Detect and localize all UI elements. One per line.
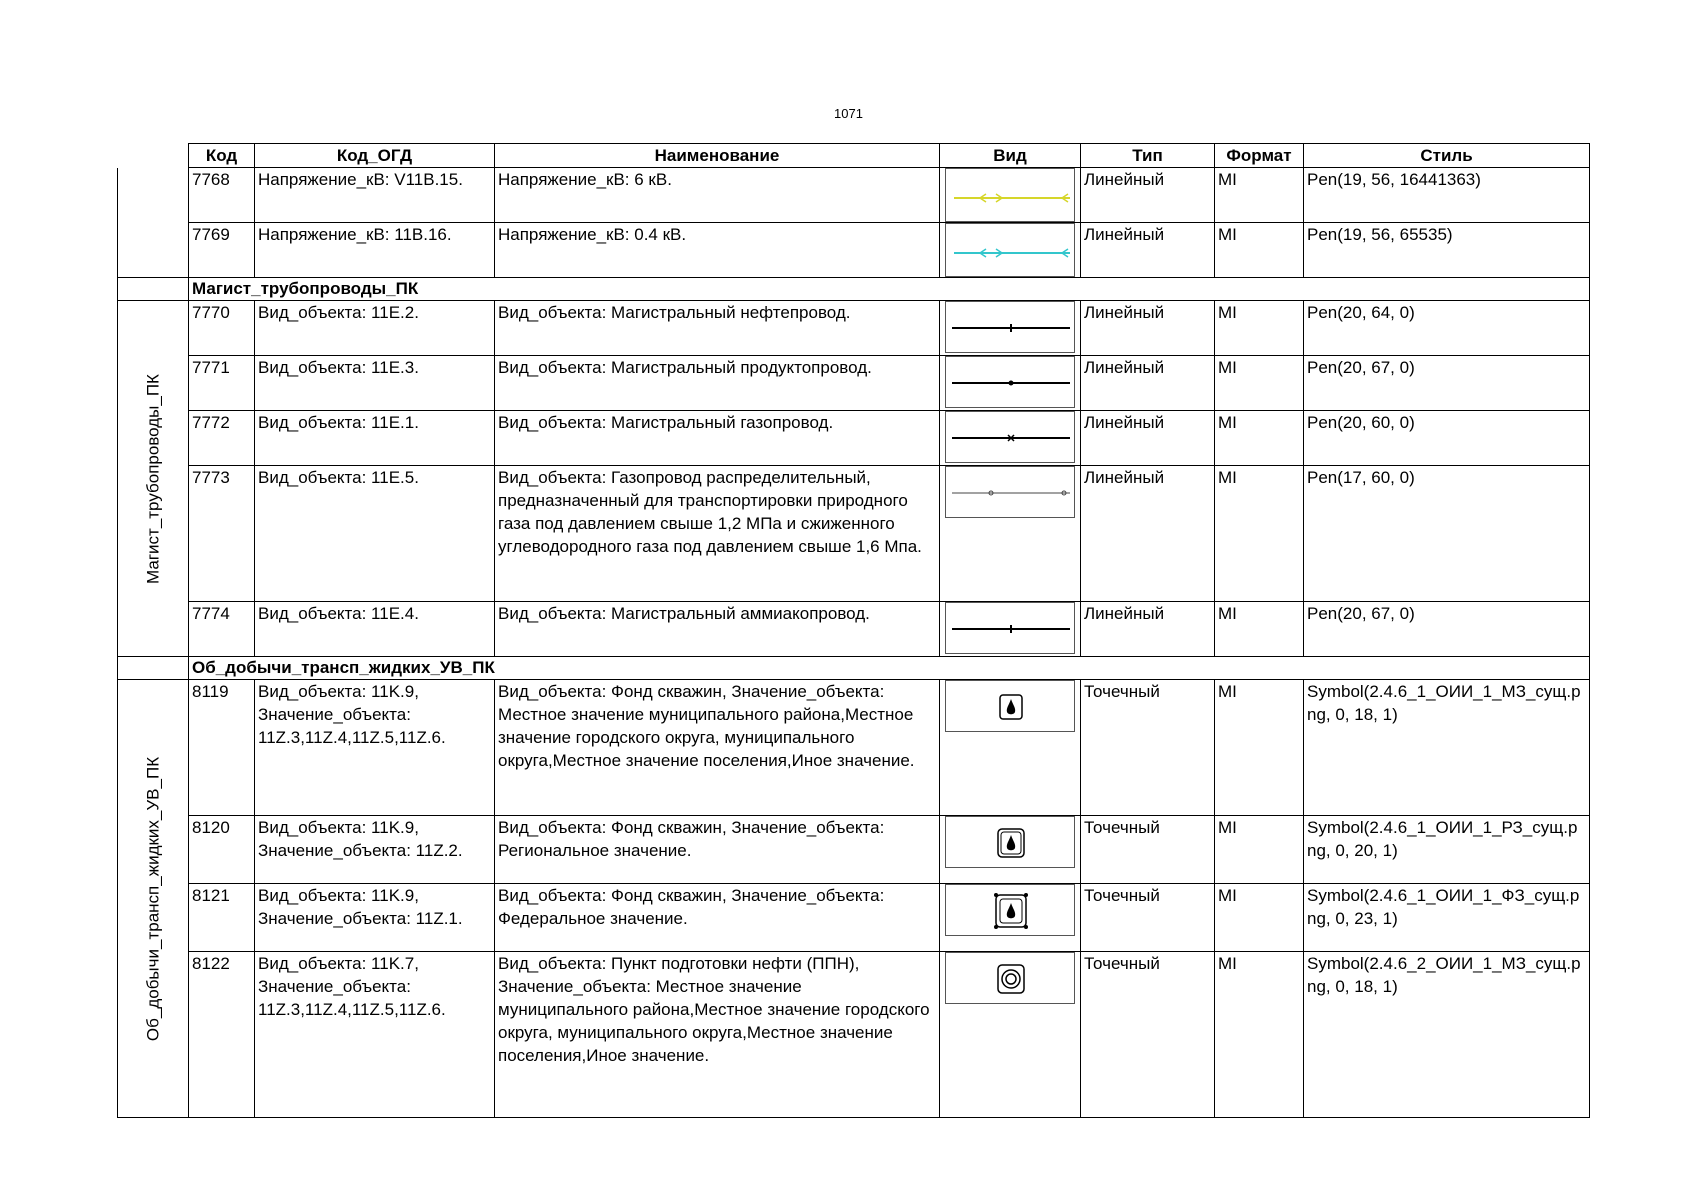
cell-format: MI <box>1215 301 1304 356</box>
thin-distribution-line-icon <box>945 466 1075 518</box>
cell-ogd: Вид_объекта: 11E.2. <box>255 301 495 356</box>
pipeline-cross-line-icon <box>945 411 1075 463</box>
cell-type: Линейный <box>1081 301 1215 356</box>
section-spacer <box>118 657 189 680</box>
legend-table-sheet <box>117 143 1589 1118</box>
cell-code: 7774 <box>189 602 255 657</box>
cell-style: Pen(20, 64, 0) <box>1304 301 1590 356</box>
section-title: Об_добычи_трансп_жидких_УВ_ПК <box>189 657 1590 680</box>
cell-format: MI <box>1215 680 1304 816</box>
header-spacer <box>118 144 189 168</box>
cell-name: Вид_объекта: Пункт подготовки нефти (ППН), Значение_объекта: Местное значение муниципального района,Местное значение городского округа, муниципального округа,Местное значение поселения,Иное значение. <box>495 952 940 1118</box>
cell-format: MI <box>1215 223 1304 278</box>
header-format: Формат <box>1215 144 1304 168</box>
header-code: Код <box>189 144 255 168</box>
section-spacer <box>118 278 189 301</box>
cell-name: Вид_объекта: Фонд скважин, Значение_объекта: Местное значение муниципального района,Местное значение городского округа, муниципального округа,Местное значение поселения,Иное значение. <box>495 680 940 816</box>
pipeline-tick-line-icon <box>945 602 1075 654</box>
section-title: Магист_трубопроводы_ПК <box>189 278 1590 301</box>
table-row <box>118 602 1590 657</box>
cell-code: 8120 <box>189 816 255 884</box>
cell-type: Точечный <box>1081 816 1215 884</box>
header-type: Тип <box>1081 144 1215 168</box>
table-row <box>118 816 1590 884</box>
cell-style: Pen(19, 56, 65535) <box>1304 223 1590 278</box>
cell-style: Pen(20, 67, 0) <box>1304 602 1590 657</box>
group-side-label: Магист_трубопроводы_ПК <box>143 373 163 584</box>
cell-name: Вид_объекта: Газопровод распределительный, предназначенный для транспортировки природного газа под давлением свыше 1,2 МПа и сжиженного углеводородного газа под давлением свыше 1,6 Мпа. <box>495 466 940 602</box>
cell-code: 7768 <box>189 168 255 223</box>
cell-format: MI <box>1215 168 1304 223</box>
page-number: 1071 <box>834 106 863 121</box>
table-row <box>118 301 1590 356</box>
oil-treatment-point-icon <box>945 952 1075 1004</box>
cell-type: Линейный <box>1081 411 1215 466</box>
header-row <box>118 144 1590 168</box>
cell-vid <box>940 356 1081 411</box>
cell-name: Напряжение_кВ: 0.4 кВ. <box>495 223 940 278</box>
cell-format: MI <box>1215 952 1304 1118</box>
cell-vid <box>940 411 1081 466</box>
header-name: Наименование <box>495 144 940 168</box>
cell-name: Вид_объекта: Магистральный продуктопровод. <box>495 356 940 411</box>
cell-ogd: Вид_объекта: 11E.3. <box>255 356 495 411</box>
cell-name: Напряжение_кВ: 6 кВ. <box>495 168 940 223</box>
table-row <box>118 223 1590 278</box>
cell-style: Symbol(2.4.6_1_ОИИ_1_ФЗ_сущ.png, 0, 23, 1) <box>1304 884 1590 952</box>
cell-vid <box>940 602 1081 657</box>
cell-ogd: Напряжение_кВ: 11B.16. <box>255 223 495 278</box>
cell-name: Вид_объекта: Магистральный аммиакопровод. <box>495 602 940 657</box>
cell-format: MI <box>1215 411 1304 466</box>
legend-table <box>117 143 1590 1118</box>
header-style: Стиль <box>1304 144 1590 168</box>
table-row <box>118 356 1590 411</box>
table-row <box>118 680 1590 816</box>
cell-type: Линейный <box>1081 356 1215 411</box>
cell-vid <box>940 168 1081 223</box>
cell-code: 8121 <box>189 884 255 952</box>
group-side-cell <box>118 680 189 1118</box>
cell-ogd: Вид_объекта: 11E.1. <box>255 411 495 466</box>
group-side-cell <box>118 168 189 278</box>
cell-name: Вид_объекта: Фонд скважин, Значение_объекта: Федеральное значение. <box>495 884 940 952</box>
cell-code: 7772 <box>189 411 255 466</box>
cell-style: Pen(17, 60, 0) <box>1304 466 1590 602</box>
cell-style: Symbol(2.4.6_1_ОИИ_1_МЗ_сущ.png, 0, 18, 1) <box>1304 680 1590 816</box>
cell-code: 8122 <box>189 952 255 1118</box>
cell-code: 7769 <box>189 223 255 278</box>
cell-ogd: Напряжение_кВ: V11B.15. <box>255 168 495 223</box>
cell-vid <box>940 680 1081 816</box>
yellow-arrow-line-icon <box>945 168 1075 222</box>
section-title-row <box>118 278 1590 301</box>
cell-name: Вид_объекта: Магистральный нефтепровод. <box>495 301 940 356</box>
pipeline-tick-line-icon <box>945 301 1075 353</box>
cell-vid <box>940 223 1081 278</box>
cell-vid <box>940 952 1081 1118</box>
cell-type: Точечный <box>1081 952 1215 1118</box>
cell-format: MI <box>1215 816 1304 884</box>
cyan-arrow-line-icon <box>945 223 1075 277</box>
table-row <box>118 411 1590 466</box>
cell-format: MI <box>1215 884 1304 952</box>
cell-style: Pen(20, 60, 0) <box>1304 411 1590 466</box>
header-ogd: Код_ОГД <box>255 144 495 168</box>
cell-code: 7771 <box>189 356 255 411</box>
cell-ogd: Вид_объекта: 11K.7, Значение_объекта: 11Z.3,11Z.4,11Z.5,11Z.6. <box>255 952 495 1118</box>
cell-style: Pen(20, 67, 0) <box>1304 356 1590 411</box>
table-row <box>118 466 1590 602</box>
cell-style: Pen(19, 56, 16441363) <box>1304 168 1590 223</box>
section-title-row <box>118 657 1590 680</box>
cell-name: Вид_объекта: Фонд скважин, Значение_объекта: Региональное значение. <box>495 816 940 884</box>
cell-ogd: Вид_объекта: 11K.9, Значение_объекта: 11Z.1. <box>255 884 495 952</box>
well-drop-icon <box>945 680 1075 732</box>
cell-code: 7773 <box>189 466 255 602</box>
cell-name: Вид_объекта: Магистральный газопровод. <box>495 411 940 466</box>
cell-vid <box>940 884 1081 952</box>
cell-format: MI <box>1215 602 1304 657</box>
cell-code: 8119 <box>189 680 255 816</box>
cell-type: Линейный <box>1081 466 1215 602</box>
group-side-cell <box>118 301 189 657</box>
cell-format: MI <box>1215 356 1304 411</box>
cell-ogd: Вид_объекта: 11K.9, Значение_объекта: 11Z.2. <box>255 816 495 884</box>
cell-vid <box>940 816 1081 884</box>
well-drop-double-icon <box>945 816 1075 868</box>
cell-ogd: Вид_объекта: 11E.5. <box>255 466 495 602</box>
header-vid: Вид <box>940 144 1081 168</box>
table-row <box>118 952 1590 1118</box>
cell-type: Линейный <box>1081 168 1215 223</box>
well-drop-federal-icon <box>945 884 1075 936</box>
cell-type: Точечный <box>1081 680 1215 816</box>
table-row <box>118 884 1590 952</box>
cell-vid <box>940 301 1081 356</box>
table-row <box>118 168 1590 223</box>
cell-format: MI <box>1215 466 1304 602</box>
cell-ogd: Вид_объекта: 11K.9, Значение_объекта: 11Z.3,11Z.4,11Z.5,11Z.6. <box>255 680 495 816</box>
cell-type: Точечный <box>1081 884 1215 952</box>
cell-code: 7770 <box>189 301 255 356</box>
group-side-label: Об_добычи_трансп_жидких_УВ_ПК <box>143 756 163 1041</box>
pipeline-dot-line-icon <box>945 356 1075 408</box>
cell-style: Symbol(2.4.6_2_ОИИ_1_МЗ_сущ.png, 0, 18, 1) <box>1304 952 1590 1118</box>
cell-ogd: Вид_объекта: 11E.4. <box>255 602 495 657</box>
cell-style: Symbol(2.4.6_1_ОИИ_1_РЗ_сущ.png, 0, 20, 1) <box>1304 816 1590 884</box>
cell-vid <box>940 466 1081 602</box>
cell-type: Линейный <box>1081 602 1215 657</box>
cell-type: Линейный <box>1081 223 1215 278</box>
